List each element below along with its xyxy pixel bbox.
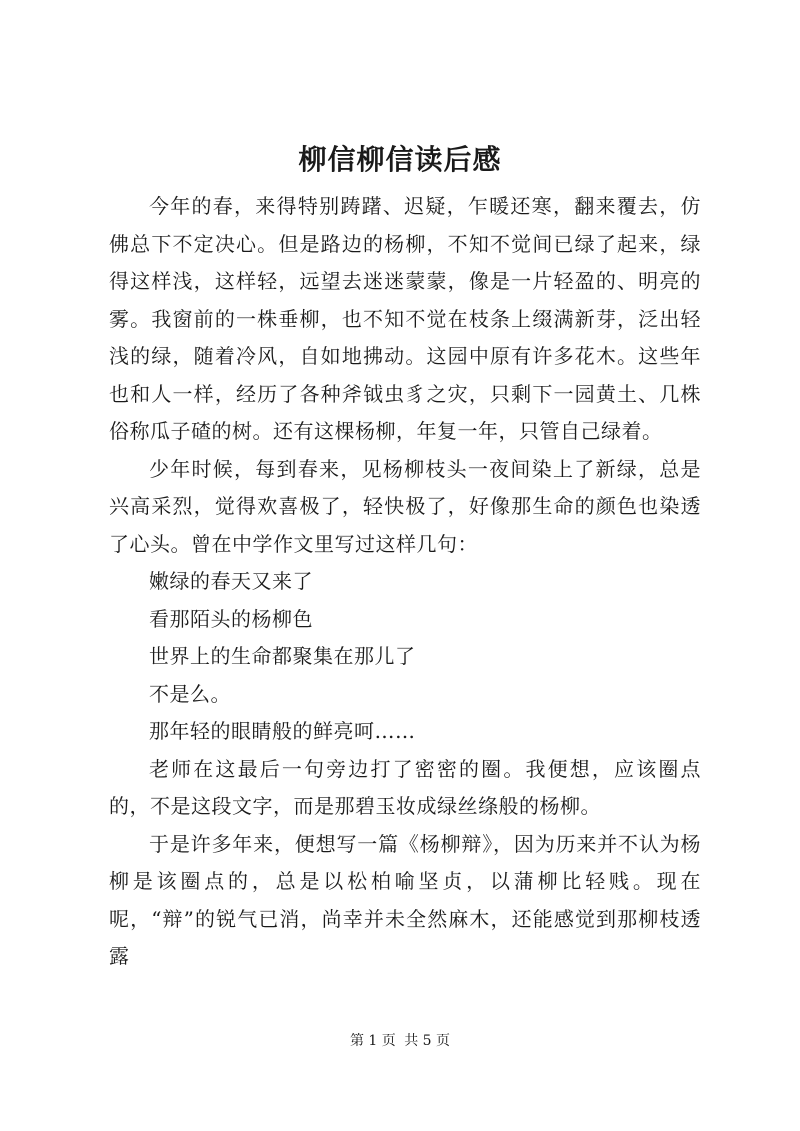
page-number: 第 1 页 bbox=[349, 1033, 396, 1049]
paragraph: 少年时候，每到春来，见杨柳枝头一夜间染上了新绿，总是兴高采烈，觉得欢喜极了，轻快极了，好像那生命的颜色也染透了心头。曾在中学作文里写过这样几句： bbox=[109, 456, 701, 556]
verse-line: 看那陌头的杨柳色 bbox=[149, 606, 313, 631]
page-footer bbox=[0, 1031, 800, 1051]
paragraph: 于是许多年来，便想写一篇《杨柳辩》，因为历来并不认为杨柳是该圈点的，总是以松柏喻坚贞，以蒲柳比轻贱。现在呢，“辩”的锐气已消，尚幸并未全然麻木，还能感觉到那柳枝透露 bbox=[109, 831, 701, 968]
page-total: 共 5 页 bbox=[404, 1033, 451, 1049]
verse-line: 嫩绿的春天又来了 bbox=[149, 569, 313, 593]
paragraph: 今年的春，来得特别踌躇、迟疑，乍暖还寒，翻来覆去，仿佛总下不定决心。但是路边的杨柳，不知不觉间已绿了起来，绿得这样浅，这样轻，远望去迷迷蒙蒙，像是一片轻盈的、明亮的雾。我窗前的一株垂柳，也不知不觉在枝条上缀满新芽，泛出轻浅的绿，随着冷风，自如地拂动。这园中原有许多花木。这些年也和人一样，经历了各种斧钺虫豸之灾，只剩下一园黄土、几株俗称瓜子碴的树。还有这棵杨柳，年复一年，只管自己绿着。 bbox=[109, 194, 701, 443]
paragraph: 老师在这最后一句旁边打了密密的圈。我便想，应该圈点的，不是这段文字，而是那碧玉妆成绿丝绦般的杨柳。 bbox=[109, 756, 701, 818]
document-body bbox=[109, 188, 701, 976]
verse-line: 世界上的生命都聚集在那儿了 bbox=[149, 644, 416, 668]
verse-line: 不是么。 bbox=[149, 681, 231, 706]
verse-line: 那年轻的眼睛般的鲜亮呵…… bbox=[149, 719, 416, 743]
document-title: 柳信柳信读后感 bbox=[298, 143, 502, 176]
